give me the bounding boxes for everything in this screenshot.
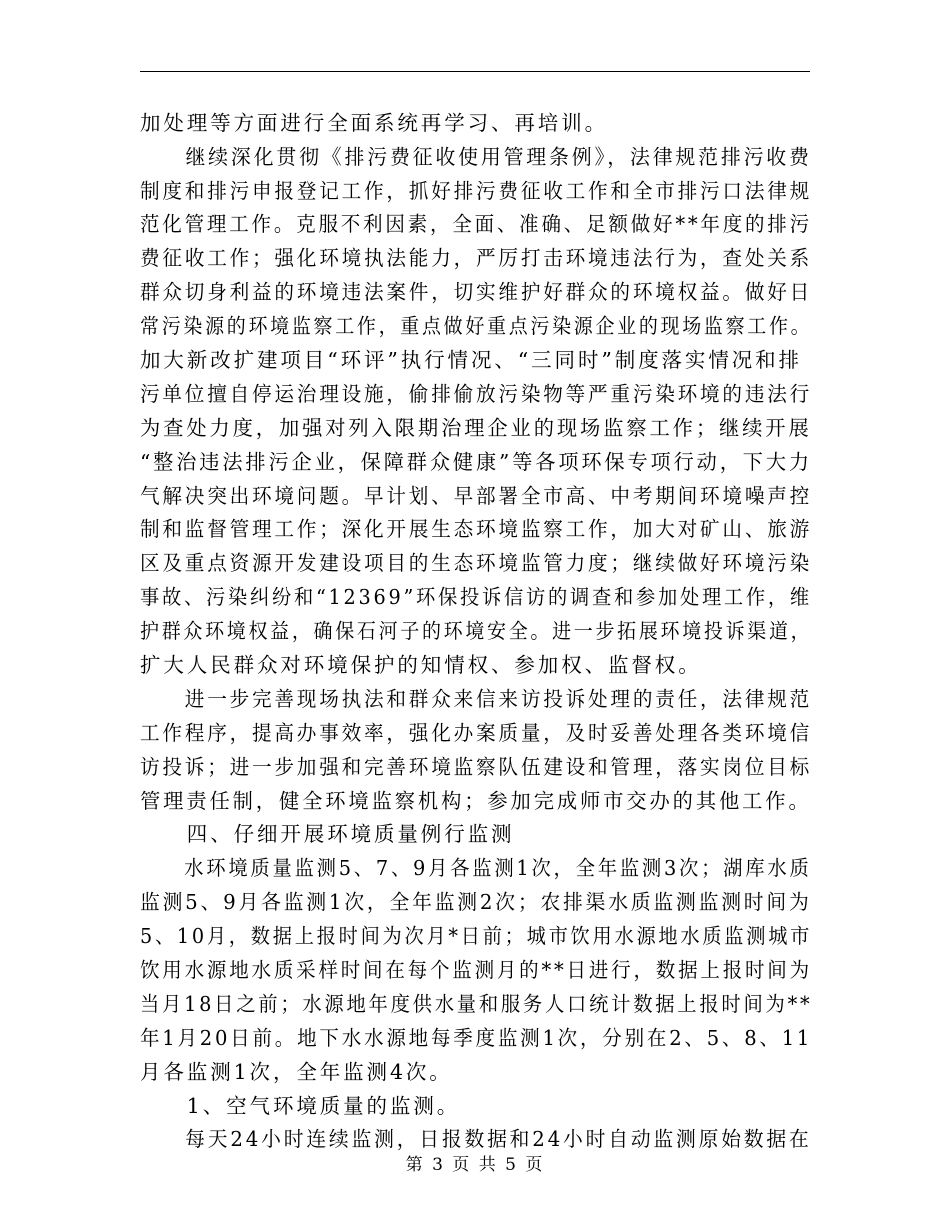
text-line: 访投诉；进一步加强和完善环境监察队伍建设和管理，落实岗位目标	[140, 755, 813, 779]
text-line: 加大新改扩建项目“环评”执行情况、“三同时”制度落实情况和排	[140, 348, 802, 372]
text-line: 常污染源的环境监察工作，重点做好重点污染源企业的现场监察工作。	[140, 314, 813, 338]
text-line: 群众切身利益的环境违法案件，切实维护好群众的环境权益。做好日	[140, 280, 813, 304]
text-line: 为查处力度，加强对列入限期治理企业的现场监察工作；继续开展	[140, 416, 812, 440]
text-line: 当月18日之前；水源地年度供水量和服务人口统计数据上报时间为**	[140, 992, 813, 1016]
text-line: 管理责任制，健全环境监察机构；参加完成师市交办的其他工作。	[140, 789, 812, 813]
text-line: 费征收工作；强化环境执法能力，严厉打击环境违法行为，查处关系	[140, 246, 813, 270]
page-number-footer: 第 3 页 共 5 页	[405, 1155, 545, 1175]
text-line: 进一步完善现场执法和群众来信来访投诉处理的责任，法律规范	[140, 687, 813, 711]
text-line: 制度和排污申报登记工作，抓好排污费征收工作和全市排污口法律规	[140, 179, 813, 203]
text-line: 污单位擅自停运治理设施，偷排偷放污染物等严重污染环境的违法行	[140, 382, 813, 406]
text-line: 加处理等方面进行全面系统再学习、再培训。	[140, 111, 608, 135]
text-line: 监测5、9月各监测1次，全年监测2次；农排渠水质监测监测时间为	[140, 890, 812, 914]
text-line: 月各监测1次，全年监测4次。	[140, 1060, 453, 1084]
text-line: 年1月20日前。地下水水源地每季度监测1次，分别在2、5、8、11	[140, 1026, 813, 1050]
text-line: 气解决突出环境问题。早计划、早部署全市高、中考期间环境噪声控	[140, 484, 813, 508]
text-line: 事故、污染纠纷和“12369”环保投诉信访的调查和参加处理工作，维	[140, 585, 812, 609]
text-line: 护群众环境权益，确保石河子的环境安全。进一步拓展环境投诉渠道，	[140, 619, 813, 643]
text-line: 工作程序，提高办事效率，强化办案质量，及时妥善处理各类环境信	[140, 721, 813, 745]
text-line: “整治违法排污企业，保障群众健康”等各项环保专项行动，下大力	[140, 450, 812, 474]
header-rule	[140, 71, 810, 72]
text-line: 继续深化贯彻《排污费征收使用管理条例》，法律规范排污收费	[140, 145, 812, 169]
text-line: 制和监督管理工作；深化开展生态环境监察工作，加大对矿山、旅游	[140, 517, 813, 541]
text-line: 区及重点资源开发建设项目的生态环境监管力度；继续做好环境污染	[140, 551, 813, 575]
text-line: 每天24小时连续监测，日报数据和24小时自动监测原始数据在	[140, 1127, 812, 1151]
subsection-heading: 1、空气环境质量的监测。	[140, 1094, 461, 1118]
section-heading: 四、仔细开展环境质量例行监测	[140, 822, 515, 846]
text-line: 5、10月，数据上报时间为次月*日前；城市饮用水源地水质监测城市	[140, 924, 813, 948]
text-line: 水环境质量监测5、7、9月各监测1次，全年监测3次；湖库水质	[140, 856, 812, 880]
text-line: 扩大人民群众对环境保护的知情权、参加权、监督权。	[140, 653, 702, 677]
text-line: 范化管理工作。克服不利因素，全面、准确、足额做好**年度的排污	[140, 212, 812, 236]
text-line: 饮用水源地水质采样时间在每个监测月的**日进行，数据上报时间为	[140, 958, 812, 982]
